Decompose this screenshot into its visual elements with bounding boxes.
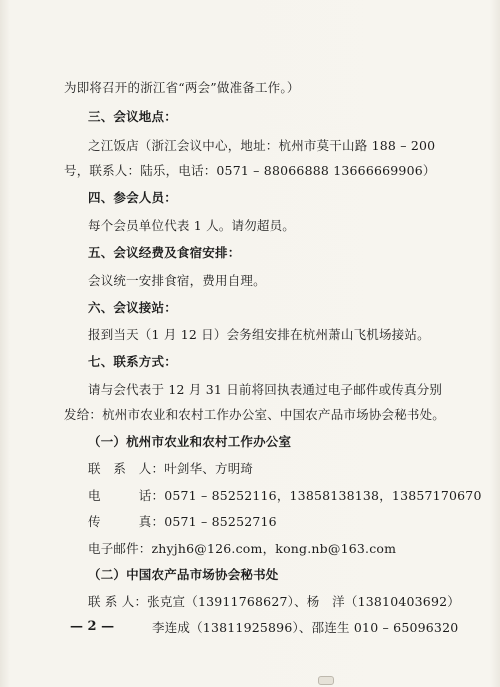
section-3-heading: 三、会议地点： (88, 109, 177, 124)
section-7-heading: 七、联系方式： (88, 354, 177, 369)
section-7-line-2: 发给：杭州市农业和农村工作办公室、中国农产品市场协会秘书处。 (64, 407, 446, 422)
section-6-heading: 六、会议接站： (88, 300, 177, 315)
intro-tail-text: 为即将召开的浙江省“两会”做准备工作。） (64, 80, 300, 95)
contact-1-email: 电子邮件：zhyjh6@126.com，kong.nb@163.com (88, 541, 397, 556)
contact-1-heading: （一）杭州市农业和农村工作办公室 (88, 434, 292, 449)
section-4-line-1: 每个会员单位代表 1 人。请勿超员。 (88, 218, 296, 233)
contact-2-heading: （二）中国农产品市场协会秘书处 (88, 567, 279, 582)
section-5-heading: 五、会议经费及食宿安排： (88, 245, 241, 260)
section-3-line-1: 之江饭店（浙江会议中心，地址：杭州市莫干山路 188 – 200 (88, 138, 436, 153)
section-7-line-1: 请与会代表于 12 月 31 日前将回执表通过电子邮件或传真分别 (88, 382, 443, 397)
contact-1-person: 联 系 人：叶剑华、方明琦 (88, 461, 254, 476)
section-5-line-1: 会议统一安排食宿，费用自理。 (88, 273, 266, 288)
page-number: — 2 — (70, 619, 115, 634)
section-6-line-1: 报到当天（1 月 12 日）会务组安排在杭州萧山飞机场接站。 (88, 327, 430, 342)
binding-hole-mark (318, 676, 334, 685)
contact-1-phone: 电 话：0571 – 85252116，13858138138，13857170670 (88, 488, 482, 503)
section-3-line-2: 号，联系人：陆乐，电话：0571 – 88066888 13666669906） (64, 163, 436, 178)
section-4-heading: 四、参会人员： (88, 190, 177, 205)
contact-1-fax: 传 真：0571 – 85252716 (88, 514, 277, 529)
contact-2-person-2: 李连成（13811925896）、邵连生 010 – 65096320 (152, 620, 459, 635)
contact-2-person-1: 联 系 人：张克宣（13911768627）、杨 洋（13810403692） (88, 594, 460, 609)
